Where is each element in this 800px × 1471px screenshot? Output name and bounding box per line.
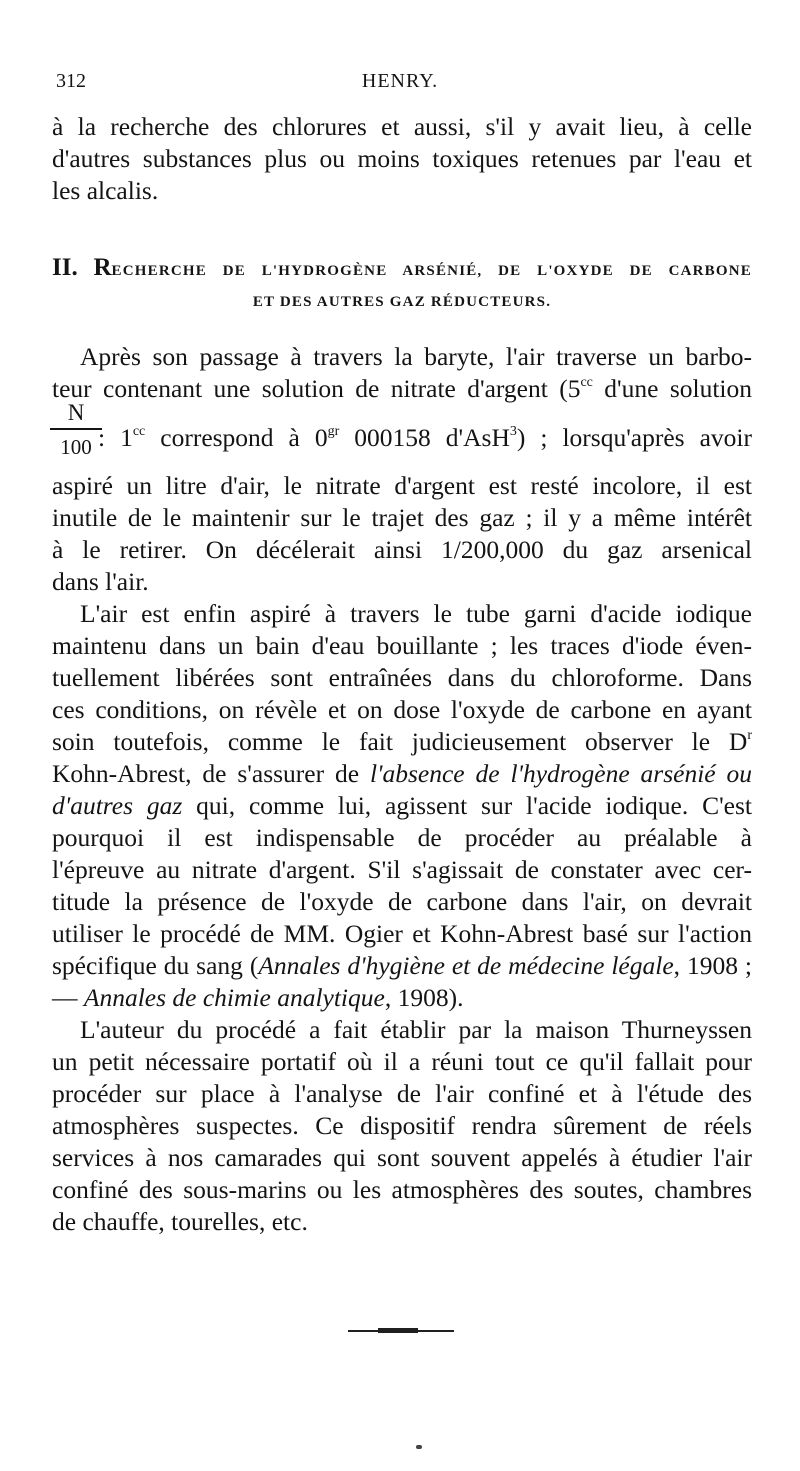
text-line: l'épreuve au nitrate d'argent. S'il s'agissait de constater avec cer-: [52, 855, 752, 884]
page-number: 312: [56, 70, 86, 92]
text-line: titude la présence de l'oxyde de carbone dans l'air, on devrait: [52, 887, 752, 916]
text-line: confiné des sous-marins ou les atmosphères des soutes, chambres: [52, 1175, 752, 1204]
paragraph-first-line: L'air est enfin aspiré à travers le tube garni d'acide iodique: [80, 599, 752, 628]
text-line: : $1^{cc}$ correspond à $0^{gr}$ 000158 d'AsH$^3$) ; lorsqu'après avoir: [98, 423, 752, 452]
text-line: dans l'air.: [52, 567, 149, 596]
text-line: d'autres substances plus ou moins toxiques retenues par l'eau et: [52, 144, 752, 173]
text-line: procéder sur place à l'analyse de l'air confiné et à l'étude des: [52, 1079, 752, 1108]
text-line: utiliser le procédé de MM. Ogier et Kohn-Abrest basé sur l'action: [52, 919, 752, 948]
text-line: inutile de le maintenir sur le trajet des gaz ; il y a même intérêt: [52, 503, 752, 532]
text-line: de chauffe, tourelles, etc.: [52, 1207, 308, 1236]
heading-initial: R: [93, 254, 112, 281]
text-line: atmosphères suspectes. Ce dispositif rendra sûrement de réels: [52, 1111, 752, 1140]
paragraph-first-line: L'auteur du procédé a fait établir par la maison Thurneyssen: [80, 1015, 752, 1044]
text-line: services à nos camarades qui sont souvent appelés à étudier l'air: [52, 1143, 752, 1172]
print-speck: [416, 1445, 422, 1449]
page-header: [52, 64, 748, 98]
end-rule-ornament: [378, 1328, 418, 1333]
text-line: Kohn-Abrest, de s'assurer de l'absence de l'hydrogène arsénié ou: [52, 759, 752, 788]
text-line: d'autres gaz qui, comme lui, agissent sur l'acide iodique. C'est: [52, 791, 753, 820]
section-heading: [52, 252, 752, 287]
text-line: tuellement libérées sont entraînées dans du chloroforme. Dans: [52, 663, 752, 692]
running-title: HENRY.: [361, 70, 439, 92]
heading-line-1: ECHERCHE DE L'HYDROGÈNE ARSÉNIÉ, DE L'OXYDE DE CARBONE: [111, 263, 752, 279]
text-line: les alcalis.: [52, 176, 159, 205]
text-line: maintenu dans un bain d'eau bouillante ; les traces d'iode éven-: [52, 631, 752, 660]
text-line: à le retirer. On décélerait ainsi 1/200,000 du gaz arsenical: [52, 535, 752, 564]
fraction-denominator: 100: [60, 435, 92, 459]
heading-line-2: ET DES AUTRES GAZ RÉDUCTEURS.: [252, 294, 552, 310]
text-line: soin toutefois, comme le fait judicieusement observer le $D^r$: [52, 727, 752, 756]
text-line: à la recherche des chlorures et aussi, s'il y avait lieu, à celle: [52, 112, 752, 141]
text-line: pourquoi il est indispensable de procéder au préalable à: [52, 823, 752, 852]
text-line: aspiré un litre d'air, le nitrate d'argent est resté incolore, il est: [52, 471, 752, 500]
text-line: — Annales de chimie analytique, 1908).: [52, 983, 464, 1012]
text-line: ces conditions, on révèle et on dose l'oxyde de carbone en ayant: [52, 695, 752, 724]
text-line: teur contenant une solution de nitrate d'argent ($5^{cc}$ d'une solution: [52, 374, 753, 403]
text-line: spécifique du sang (Annales d'hygiène et de médecine légale, 1908 ;: [52, 951, 752, 980]
fraction-n-over-100: [50, 402, 102, 458]
text-line: un petit nécessaire portatif où il a réuni tout ce qu'il fallait pour: [52, 1047, 752, 1076]
paragraph-first-line: Après son passage à travers la baryte, l'air traverse un barbo-: [80, 342, 752, 371]
fraction-numerator: N: [50, 402, 102, 430]
section-numeral: II.: [52, 254, 78, 281]
